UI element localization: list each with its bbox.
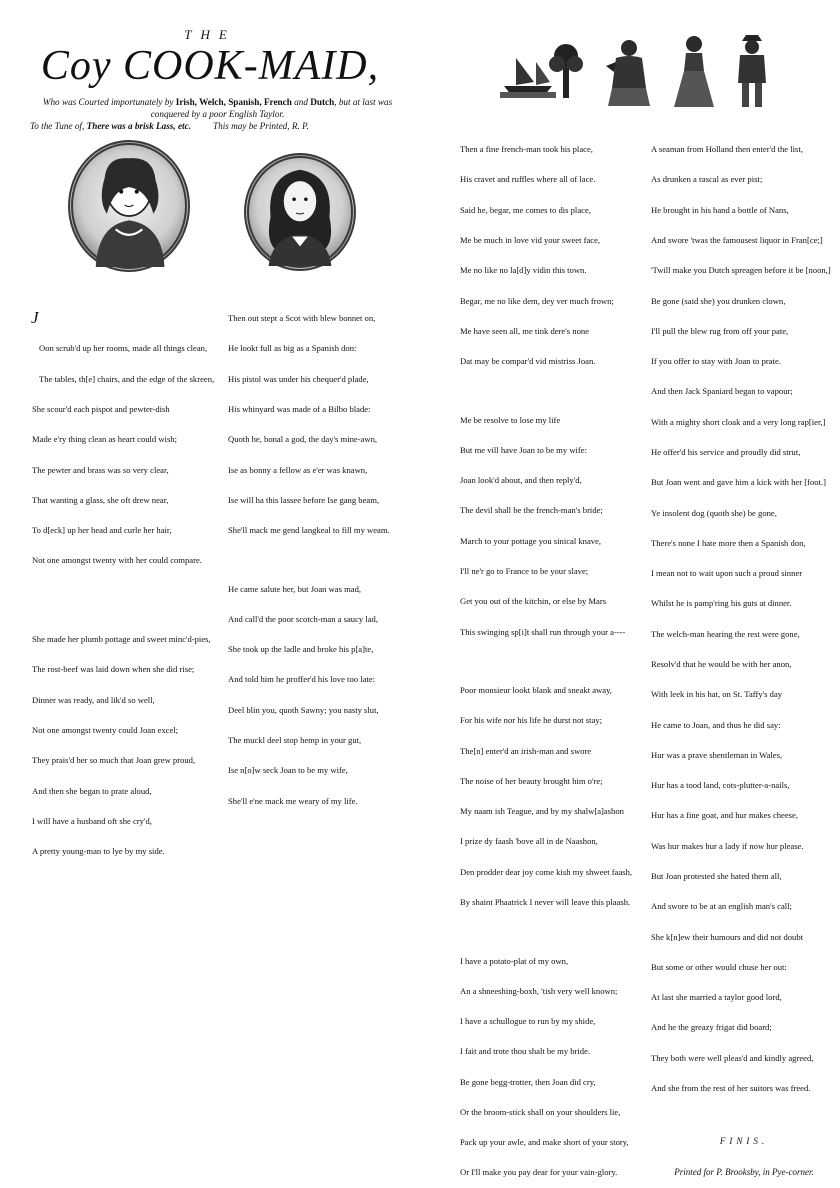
- verse-line: A seaman from Holland then enter'd the list,: [651, 144, 803, 155]
- verse-line: But me vill have Joan to be my wife:: [460, 444, 587, 455]
- verse-line: Me be resolve to lose my life: [460, 414, 561, 425]
- verse-line: Me have seen all, me tink dere's none: [460, 325, 589, 336]
- verse-line: And he the greazy frigat did board;: [651, 1022, 772, 1033]
- verse-line: And then Jack Spaniard began to vapour;: [651, 386, 793, 397]
- verse-line: Not one amongst twenty with her could compare.: [32, 555, 202, 566]
- verse-line: Whilst he is pamp'ring his guts at dinner.: [651, 598, 792, 609]
- subtitle-dutch: Dutch: [310, 97, 335, 107]
- verse-line: Then a fine french-man took his place,: [460, 144, 593, 155]
- verse-line: They both were well pleas'd and kindly agreed,: [651, 1052, 814, 1063]
- verse-line: Resolv'd that he would be with her anon,: [651, 658, 792, 669]
- verse-line: To d[eck] up her head and curle her hair,: [32, 525, 172, 536]
- verse-line: I have a potato-plat of my own,: [460, 955, 569, 966]
- verse-line: The noise of her beauty brought him o're;: [460, 775, 603, 786]
- verse-line: Ise as bonny a fellow as e'er was knawn,: [228, 464, 368, 475]
- verse-line: That wanting a glass, she oft drew near,: [32, 494, 169, 505]
- column-1: [32, 293, 222, 866]
- subtitle: [30, 97, 405, 120]
- subtitle-part: , but at last was: [334, 97, 393, 107]
- verse-line: My naam ish Teague, and by my shalw[a]ashon: [460, 806, 624, 817]
- verse-line: Begar, me no like dem, dey ver much frown;: [460, 295, 614, 306]
- verse-line: I'll ne'r go to France to be your slave;: [460, 566, 589, 577]
- verse-line: Den prodder dear joy come kish my shweet faash,: [460, 866, 633, 877]
- finis: FINIS.: [719, 1136, 769, 1147]
- verse-line: Dinner was ready, and lik'd so well,: [32, 694, 155, 705]
- ballad-title: Coy COOK-MAID,: [40, 43, 380, 89]
- verse-line: He brought in his hand a bottle of Nans,: [651, 204, 789, 215]
- verse-line: He lookt full as big as a Spanish don:: [228, 343, 357, 354]
- verse-line: Ye insolent dog (quoth she) be gone,: [651, 507, 777, 518]
- verse-line: I fait and trote thou shalt be my bride.: [460, 1046, 591, 1057]
- man-portrait-woodcut: [244, 153, 356, 271]
- verse-line: Was hur makes hur a lady if now hur please.: [651, 840, 804, 851]
- verse-line: And swore to be at an english man's call;: [651, 901, 792, 912]
- verse-line: She'll e'ne mack me weary of my life.: [228, 795, 358, 806]
- verse-line: With leek in his hat, on St. Taffy's day: [651, 689, 783, 700]
- verse-line: An a shneeshing-boxh, 'tish very well known;: [460, 985, 618, 996]
- verse-line: He offer'd his service and proudly did strut,: [651, 447, 801, 457]
- verse-line: As drunken a rascal as ever pist;: [651, 174, 763, 185]
- verse-line: With a mighty short cloak and a very long rap[ier,]: [651, 416, 826, 427]
- verse-line: Joan look'd about, and then reply'd,: [460, 475, 582, 486]
- verse-line: Ise n[o]w seck Joan to be my wife,: [228, 765, 348, 776]
- woman-portrait-icon: [73, 145, 185, 267]
- verse-line: Poor monsieur lookt blank and sneakt away,: [460, 685, 612, 696]
- verse-line: His pistol was under his chequer'd plade,: [228, 373, 369, 384]
- column-3: [460, 124, 640, 1188]
- verse-line: Or I'll make you pay dear for your vain-glory.: [460, 1167, 618, 1178]
- subtitle-line2: conquered by a poor English Taylor.: [150, 108, 285, 119]
- verse-line: She k[n]ew their humours and did not doubt: [651, 931, 804, 942]
- verse-line: If you offer to stay with Joan to prate.: [651, 356, 781, 367]
- verse-line: Oon scrub'd up her rooms, made all things clean,: [39, 343, 208, 354]
- tree-woodcut: [546, 40, 586, 102]
- tune-line: [30, 121, 405, 131]
- verse-line: He came to Joan, and thus he did say:: [651, 719, 781, 730]
- verse-line: A pretty young-man to lye by my side.: [32, 846, 165, 857]
- verse-line: The devil shall be the french-man's bride;: [460, 505, 603, 516]
- verse-line: Made e'ry thing clean as heart could wish;: [32, 434, 177, 445]
- verse-line: I mean not to wait upon such a proud sinner: [651, 568, 803, 579]
- verse-line: By shaint Phaatrick I never will leave this plaash.: [460, 897, 631, 908]
- verse-line: Be gone begg-trotter, then Joan did cry,: [460, 1076, 596, 1087]
- title-the: THE: [184, 27, 236, 42]
- verse-line: I'll pull the blew rug from off your pate,: [651, 325, 789, 336]
- verse-line: And she from the rest of her suitors was freed.: [651, 1082, 811, 1093]
- verse-line: Then out stept a Scot with blew bonnet on,: [228, 313, 376, 324]
- verse-line: There's none I hate more then a Spanish don,: [651, 537, 806, 548]
- subtitle-part: Who was Courted importunately by: [42, 97, 176, 107]
- man-portrait-icon: [249, 158, 351, 266]
- figure-woodcut: [604, 36, 654, 108]
- verse-line: But some or other would chuse her out:: [651, 961, 787, 972]
- verse-line: And then she began to prate aloud,: [32, 785, 152, 796]
- license-note: This may be Printed, R. P.: [212, 121, 309, 131]
- verse-line: Hur was a prave shentleman in Wales,: [651, 749, 783, 760]
- verse-line: Be gone (said she) you drunken clown,: [651, 295, 786, 306]
- tune-label: To the Tune of,: [30, 121, 87, 131]
- verse-line: And call'd the poor scotch-man a saucy lad,: [228, 613, 378, 624]
- verse-line: And swore 'twas the famousest liquor in Fran[ce;]: [651, 235, 823, 246]
- verse-line: But Joan went and gave him a kick with her [foot.]: [651, 477, 826, 488]
- verse-line: Pack up your awle, and make short of your story,: [460, 1137, 629, 1148]
- verse-line: I prize dy faash 'bove all in de Naashon,: [460, 836, 598, 847]
- verse-line: She took up the ladle and broke his p[a]te,: [228, 644, 374, 655]
- verse-line: Or the broom-stick shall on your shoulders lie,: [460, 1106, 621, 1117]
- tune-name: There was a brisk Lass, etc.: [86, 121, 191, 131]
- verse-line: Hur has a tood land, cots-plutter-a-nails,: [651, 780, 790, 791]
- verse-line: The welch-man hearing the rest were gone,: [651, 628, 800, 639]
- verse-line: I have a schullogue to run by my shide,: [460, 1016, 596, 1027]
- man-figure-woodcut: [728, 33, 776, 108]
- verse-line: At last she married a taylor good lord,: [651, 992, 782, 1003]
- verse-line: The pewter and brass was so very clear,: [32, 464, 169, 475]
- verse-line: Me no like no la[d]y vidin this town.: [460, 265, 587, 276]
- man-figure-icon: [728, 33, 776, 108]
- column-2: [228, 293, 418, 816]
- subtitle-nations: Irish, Welch, Spanish, French: [175, 97, 292, 107]
- woman-figure-icon: [672, 33, 716, 108]
- verse-line: She'll mack me gend langkeal to fill my weam.: [228, 525, 390, 536]
- verse-line: Said he, begar, me comes to dis place,: [460, 204, 591, 215]
- verse-line: She made her plumb pottage and sweet minc'd-pies,: [32, 634, 211, 645]
- verse-line: But Joan protested she hated them all,: [651, 870, 782, 881]
- verse-line: 'Twill make you Dutch spreagen before it be [noon,]: [651, 265, 831, 276]
- verse-line: The muckl deel stop hemp in your gut,: [228, 735, 362, 746]
- tree-icon: [546, 40, 586, 102]
- verse-line: His cravet and ruffles where all of lace.: [460, 174, 596, 185]
- verse-line: Dat may be compar'd vid mistriss Joan.: [460, 356, 596, 367]
- verse-line: Deel blin you, quoth Sawny; you nasty slut,: [228, 704, 379, 715]
- verse-line: Quoth he, bonal a god, the day's mine-awn,: [228, 434, 378, 445]
- subtitle-part: and: [291, 97, 311, 107]
- verse-line: Me be much in love vid your sweet face,: [460, 235, 601, 246]
- verse-line: She scour'd each pispot and pewter-dish: [32, 404, 170, 415]
- column-4: [651, 124, 837, 1187]
- woman-figure-woodcut: [672, 33, 716, 108]
- verse-line: The[n] enter'd an irish-man and swore: [460, 745, 592, 756]
- verse-line: His whinyard was made of a Bilbo blade:: [228, 404, 371, 415]
- verse-line: Hur has a fine goat, and hur makes cheese,: [651, 810, 798, 821]
- verse-line: For his wife nor his life he durst not stay;: [460, 715, 603, 726]
- figure-icon: [604, 36, 654, 108]
- verse-line: He came salute her, but Joan was mad,: [228, 583, 362, 594]
- verse-line: Get you out of the kitchin, or else by Mars: [460, 596, 607, 607]
- verse-line: March to your pottage you sinical knave,: [460, 535, 602, 546]
- printer-imprint: Printed for P. Brooksby, in Pye-corner.: [674, 1166, 814, 1177]
- drop-cap: J: [31, 308, 39, 328]
- verse-line: They prais'd her so much that Joan grew proud,: [32, 755, 196, 766]
- verse-line: The tables, th[e] chairs, and the edge of the skreen,: [39, 373, 215, 384]
- verse-line: Not one amongst twenty could Joan excel;: [32, 724, 179, 735]
- verse-line: I will have a husband oft she cry'd,: [32, 815, 152, 826]
- verse-line: The rost-beef was laid down when she did rise;: [32, 664, 195, 675]
- verse-line: This swinging sp[i]t shall run through your a----: [460, 626, 626, 637]
- verse-line: Ise will ha this lassee before Ise gang beam,: [228, 494, 380, 505]
- verse-line: And told him he proffer'd his love too late:: [228, 674, 375, 685]
- woman-portrait-woodcut: [68, 140, 190, 272]
